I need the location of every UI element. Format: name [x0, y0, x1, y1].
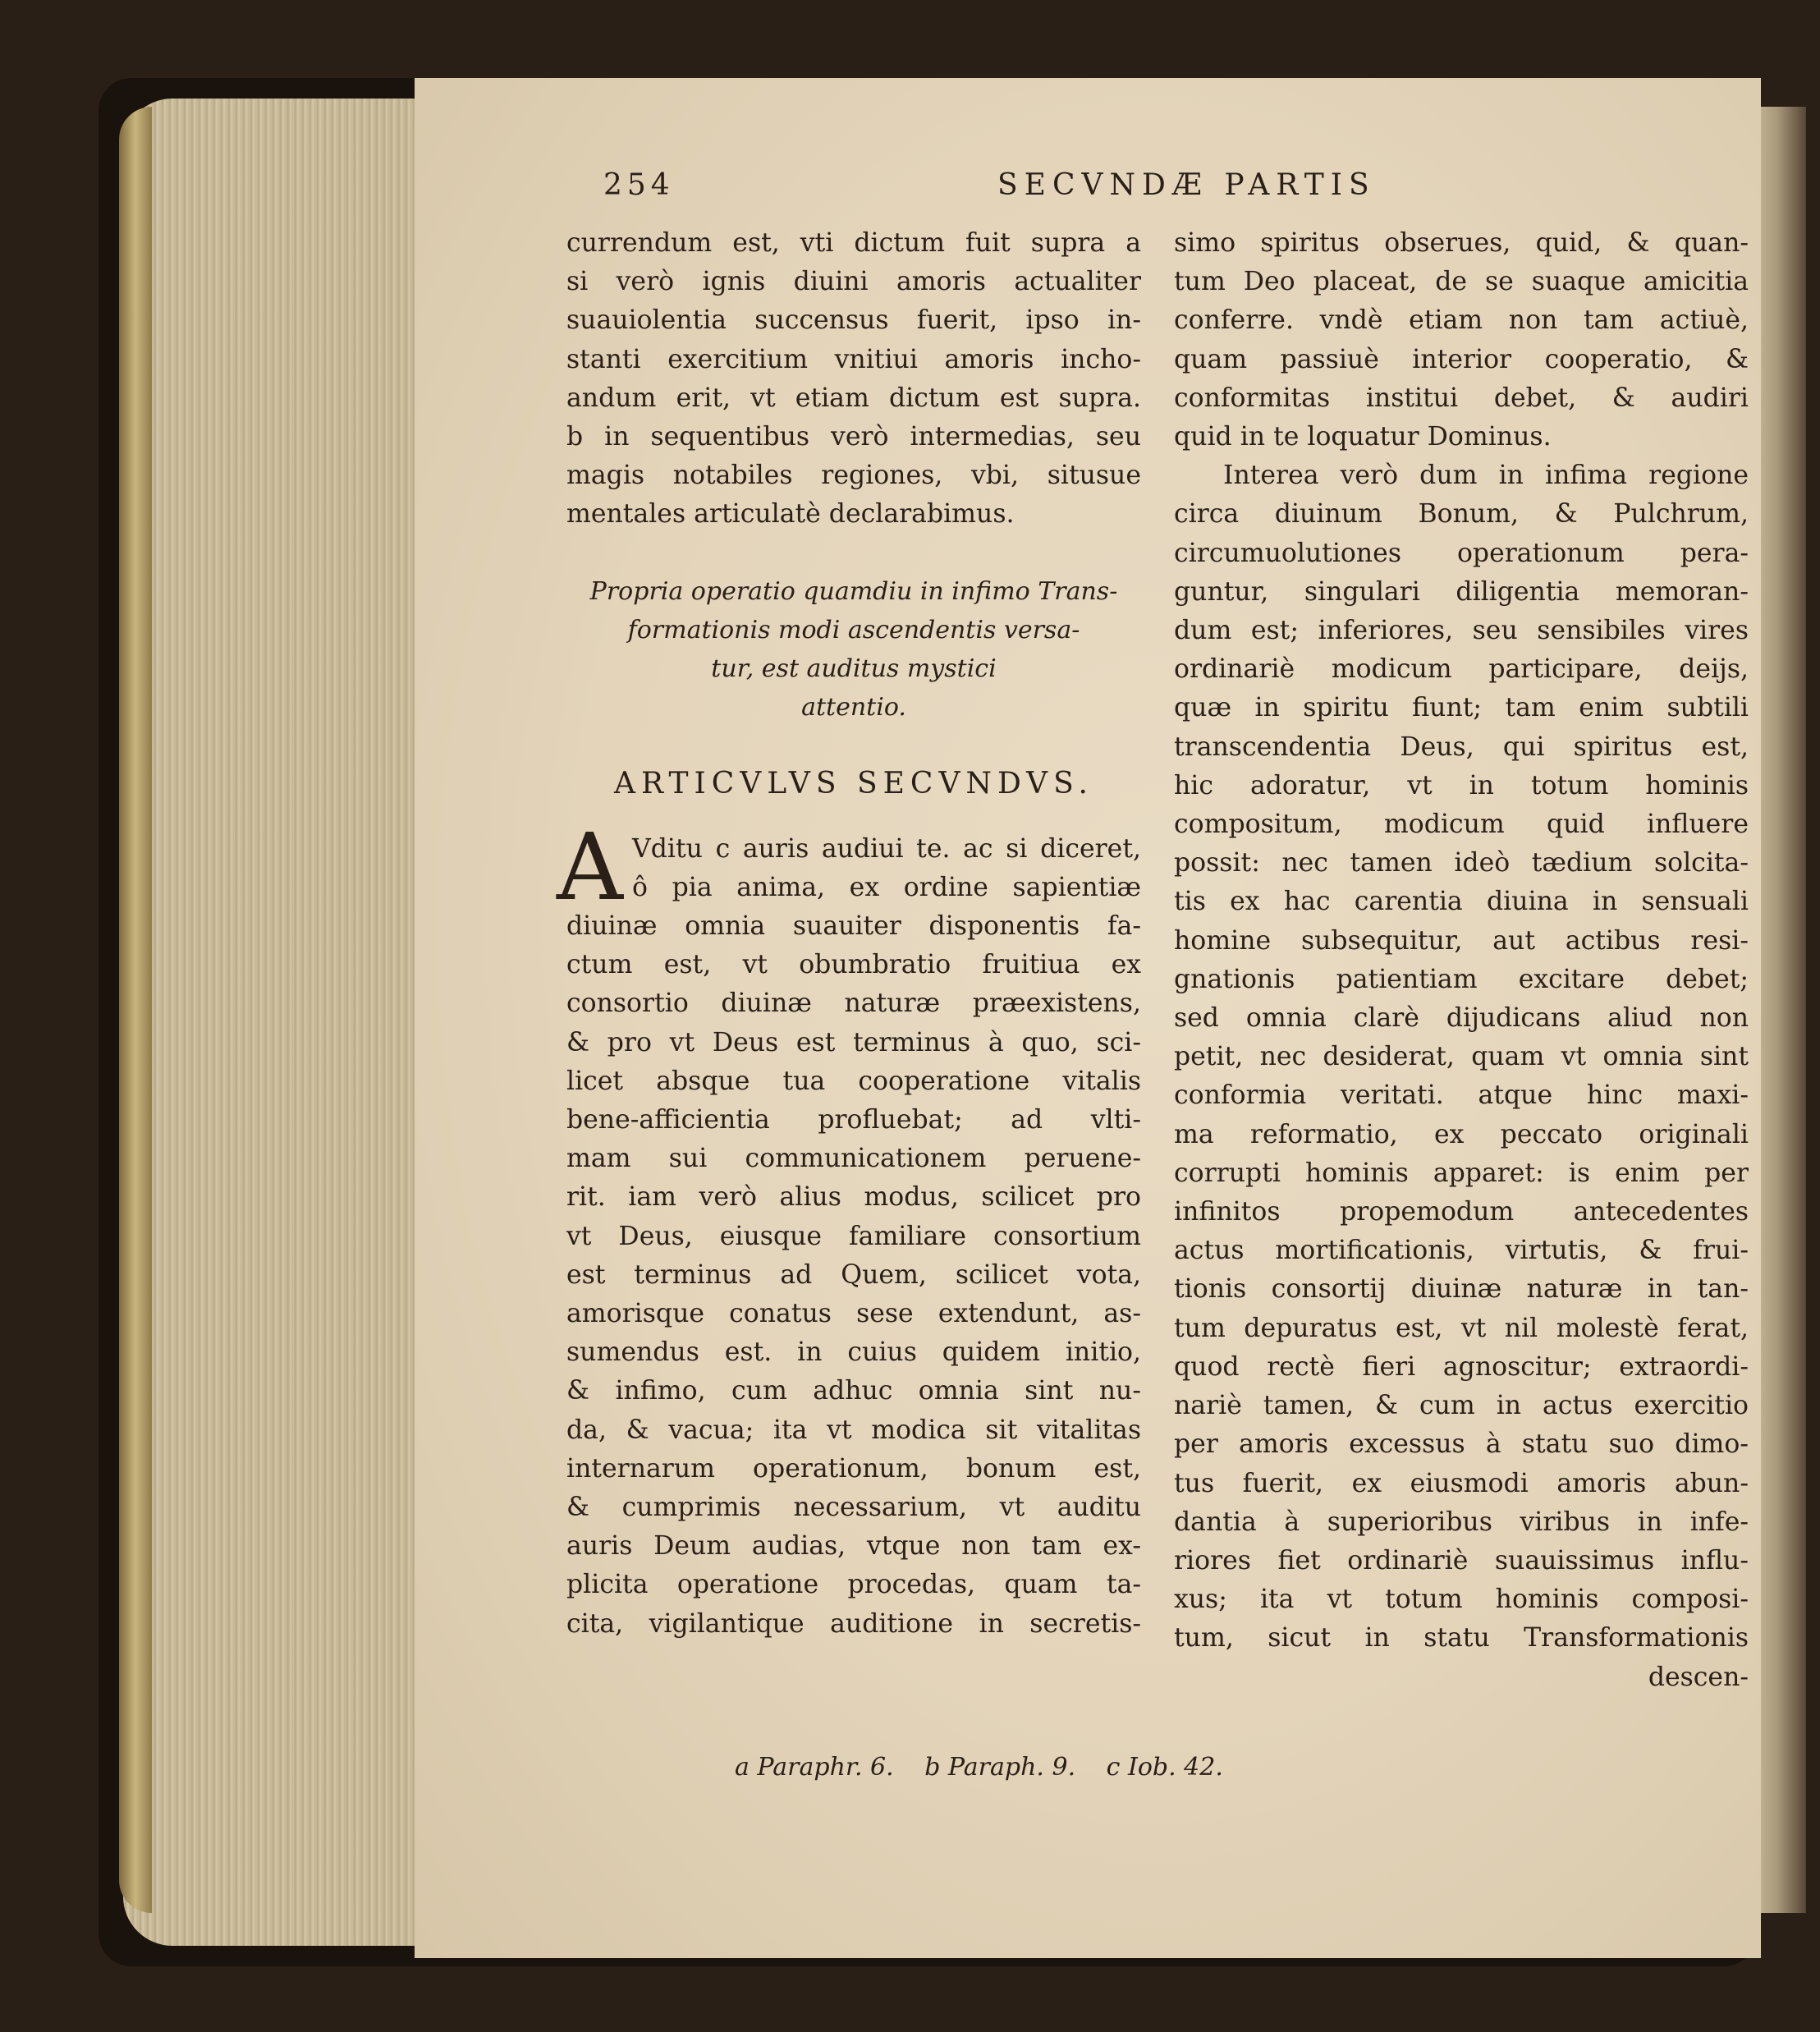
text-line: andum erit, vt etiam dictum est supra. — [566, 383, 1141, 413]
text-line: gnationis patientiam excitare debet; — [1174, 964, 1749, 994]
text-line: compositum, modicum quid influere — [1174, 810, 1749, 840]
text-line: tus fuerit, ex eiusmodi amoris abun- — [1174, 1468, 1749, 1498]
text-line: quæ in spiritu fiunt; tam enim subtili — [1174, 693, 1749, 723]
text-line: transcendentia Deus, qui spiritus est, — [1174, 732, 1749, 762]
book-page — [415, 78, 1761, 1958]
text-line: tis ex hac carentia diuina in sensuali — [1174, 887, 1749, 917]
text-line: b in sequentibus verò intermedias, seu — [566, 422, 1141, 452]
text-line: quam passiuè interior cooperatio, & — [1174, 344, 1749, 374]
text-line: sed omnia clarè dijudicans aliud non — [1174, 1003, 1749, 1034]
body-paragraph — [557, 814, 1141, 1644]
text-line: bene-afficientia profluebat; ad vlti- — [566, 1105, 1141, 1135]
footnote-b: b Paraph. 9. — [924, 1753, 1076, 1782]
text-line: auris Deum audias, vtque non tam ex- — [566, 1531, 1141, 1562]
page-edges — [123, 99, 419, 1946]
text-line: dantia à superioribus viribus in infe- — [1174, 1507, 1749, 1537]
heading-line: attentio. — [801, 692, 906, 722]
text-line: conferre. vndè etiam non tam actiuè, — [1174, 305, 1749, 336]
running-title: SECVNDÆ PARTIS — [997, 168, 1376, 202]
drop-cap: A — [557, 814, 623, 921]
text-line: conformitas institui debet, & audiri — [1174, 383, 1749, 413]
text-line: vt Deus, eiusque familiare consortium — [566, 1221, 1141, 1251]
right-paragraph-top — [1174, 224, 1749, 456]
text-line: quod rectè fieri agnoscitur; extraordi- — [1174, 1351, 1749, 1382]
text-line: suauiolentia succensus fuerit, ipso in- — [566, 305, 1141, 336]
text-line: tum depuratus est, vt nil molestè ferat, — [1174, 1313, 1749, 1343]
right-column — [1174, 224, 1749, 1697]
text-line: plicita operatione procedas, quam ta- — [566, 1570, 1141, 1600]
text-line: consortio diuinæ naturæ præexistens, — [566, 988, 1141, 1019]
text-line: homine subsequitur, aut actibus resi- — [1174, 925, 1749, 956]
text-line: sumendus est. in cuius quidem initio, — [566, 1337, 1141, 1368]
text-line: tum Deo placeat, de se suaque amicitia — [1174, 267, 1749, 297]
text-line: internarum operationum, bonum est, — [566, 1453, 1141, 1484]
text-line: mentales articulatè declarabimus. — [566, 499, 1015, 530]
text-line: ô pia anima, ex ordine sapientiæ — [632, 872, 1141, 902]
heading-line: formationis modi ascendentis versa- — [627, 615, 1080, 644]
text-line: corrupti hominis apparet: is enim per — [1174, 1158, 1749, 1188]
text-line: possit: nec tamen ideò tædium solcita- — [1174, 848, 1749, 878]
text-line: actus mortificationis, virtutis, & frui- — [1174, 1236, 1749, 1266]
text-line: circumuolutiones operationum pera- — [1174, 538, 1749, 568]
footnote-c: c Iob. 42. — [1106, 1753, 1223, 1782]
text-line: per amoris excessus à statu suo dimo- — [1174, 1429, 1749, 1460]
text-line: infinitos propemodum antecedentes — [1174, 1197, 1749, 1227]
text-line: est terminus ad Quem, scilicet vota, — [566, 1259, 1141, 1290]
text-line: petit, nec desiderat, quam vt omnia sint — [1174, 1042, 1749, 1072]
text-line: da, & vacua; ita vt modica sit vitalitas — [566, 1415, 1141, 1445]
heading-line: tur, est auditus mystici — [711, 654, 997, 683]
text-line: & infimo, cum adhuc omnia sint nu- — [566, 1376, 1141, 1406]
text-line: ma reformatio, ex peccato originali — [1174, 1119, 1749, 1149]
text-line: nariè tamen, & cum in actus exercitio — [1174, 1391, 1749, 1421]
article-title: ARTICVLVS SECVNDVS. — [613, 766, 1094, 800]
text-line: tionis consortij diuinæ naturæ in tan- — [1174, 1274, 1749, 1305]
left-paragraph-top — [566, 224, 1141, 534]
text-line: quid in te loquatur Dominus. — [1174, 422, 1552, 452]
text-line: amorisque conatus sese extendunt, as- — [566, 1299, 1141, 1329]
text-line: riores fiet ordinariè suauissimus influ- — [1174, 1545, 1749, 1576]
text-line: licet absque tua cooperatione vitalis — [566, 1066, 1141, 1096]
page-header — [603, 168, 1810, 218]
heading-line: Propria operatio quamdiu in infimo Trans- — [589, 576, 1118, 606]
gilt-edge — [119, 107, 152, 1913]
text-line: Interea verò dum in infima regione — [1223, 461, 1749, 491]
text-line: xus; ita vt totum hominis composi- — [1174, 1585, 1749, 1615]
text-line: diuinæ omnia suauiter disponentis fa- — [566, 911, 1141, 942]
footnote-a: a Paraphr. 6. — [735, 1753, 894, 1782]
text-line: hic adoratur, vt in totum hominis — [1174, 770, 1749, 800]
catchword: descen- — [1648, 1662, 1749, 1692]
section-heading — [566, 572, 1141, 727]
page-number: 254 — [603, 168, 675, 202]
text-line: guntur, singulari diligentia memoran- — [1174, 576, 1749, 607]
text-line: simo spiritus obserues, quid, & quan- — [1174, 228, 1749, 258]
text-line: conformia veritati. atque hinc maxi- — [1174, 1080, 1749, 1111]
text-line: si verò ignis diuini amoris actualiter — [566, 267, 1141, 297]
text-line: ordinariè modicum participare, deijs, — [1174, 654, 1749, 685]
text-line: currendum est, vti dictum fuit supra a — [566, 228, 1141, 258]
text-line: tum, sicut in statu Transformationis — [1174, 1623, 1749, 1654]
text-line: magis notabiles regiones, vbi, situsue — [566, 461, 1141, 491]
text-line: ctum est, vt obumbratio fruitiua ex — [566, 950, 1141, 980]
text-line: circa diuinum Bonum, & Pulchrum, — [1174, 499, 1749, 530]
text-line: cita, vigilantique auditione in secretis- — [566, 1608, 1141, 1639]
text-line: dum est; inferiores, seu sensibiles vires — [1174, 616, 1749, 646]
text-line: & cumprimis necessarium, vt auditu — [566, 1493, 1141, 1523]
text-line: & pro vt Deus est terminus à quo, sci- — [566, 1027, 1141, 1057]
text-line: mam sui communicationem peruene- — [566, 1144, 1141, 1174]
right-paragraph-main — [1174, 456, 1749, 1697]
text-line: stanti exercitium vnitiui amoris incho- — [566, 344, 1141, 374]
text-line: rit. iam verò alius modus, scilicet pro — [566, 1182, 1141, 1213]
text-line: Vditu c auris audiui te. ac si diceret, — [632, 833, 1141, 864]
left-column — [557, 224, 1141, 1644]
footnotes — [735, 1753, 1246, 1782]
